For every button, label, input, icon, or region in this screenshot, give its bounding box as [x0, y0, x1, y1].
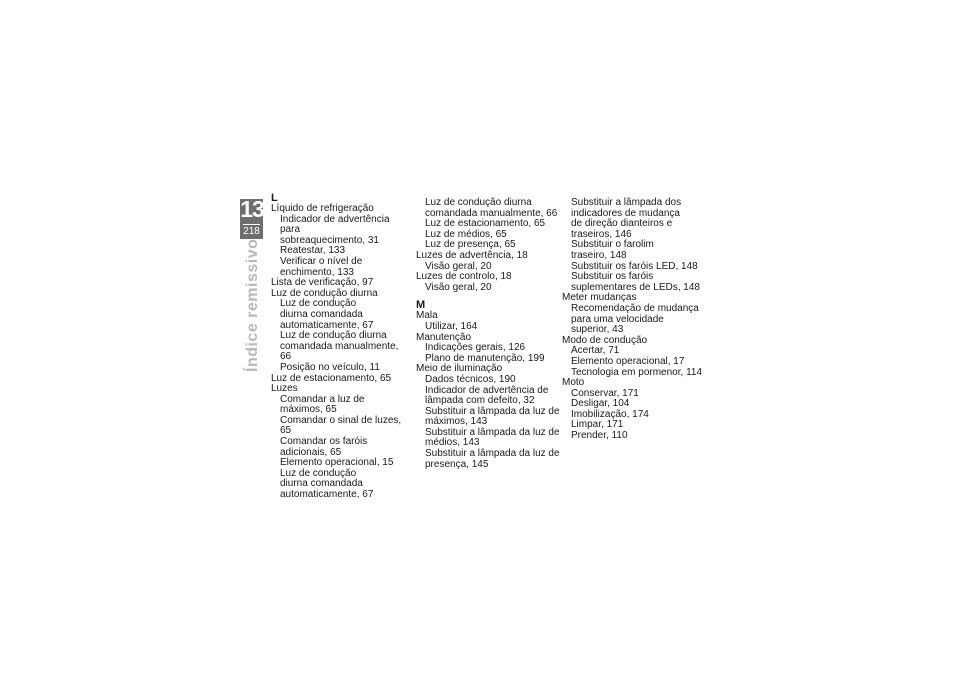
index-subentry: Dados técnicos, 190: [425, 373, 516, 385]
index-subentry: Comandar os faróis: [280, 436, 368, 448]
index-subentry: Substituir a lâmpada dos: [571, 197, 682, 208]
index-subentry: Imobilização, 174: [571, 408, 649, 420]
index-subentry: Substituir a lâmpada da luz de: [425, 405, 560, 417]
index-subentry: Substituir o farolim: [571, 239, 654, 251]
index-subentry: Acertar, 71: [571, 345, 620, 357]
index-subentry: diurna comandada: [280, 308, 363, 320]
index-subentry: comandada manualmente, 66: [425, 207, 558, 219]
index-subentry: Prender, 110: [571, 430, 628, 442]
index-subentry: enchimento, 133: [280, 266, 354, 278]
index-subentry: Substituir os faróis: [571, 271, 654, 283]
index-entry: Meter mudanças: [562, 292, 637, 304]
index-subentry: traseiros, 146: [571, 228, 632, 240]
index-subentry: Luz de condução diurna: [280, 330, 387, 342]
chapter-divider: [243, 224, 260, 225]
side-title-text: Índice remissivo: [244, 238, 261, 372]
index-subentry: Substituir os faróis LED, 148: [571, 260, 698, 272]
index-subentry: Elemento operacional, 15: [280, 457, 394, 469]
index-subentry: Limpar, 171: [571, 419, 624, 431]
page-number: 218: [243, 226, 260, 237]
index-subentry: superior, 43: [571, 324, 624, 336]
index-subentry: máximos, 143: [425, 416, 488, 428]
index-subentry: Indicador de advertência de: [425, 384, 549, 396]
index-entry: Manutenção: [416, 331, 472, 343]
index-subentry: Conservar, 171: [571, 387, 639, 399]
index-entry: Modo de condução: [562, 334, 648, 346]
index-column-1: [271, 191, 411, 501]
index-entry: Lista de verificação, 97: [271, 277, 374, 289]
index-subentry: Luz de presença, 65: [425, 239, 516, 251]
index-entry: Luzes de controlo, 18: [416, 271, 512, 283]
index-entry: Líquido de refrigeração: [271, 203, 374, 214]
index-subentry: Indicações gerais, 126: [425, 342, 526, 354]
index-entry: Luz de condução diurna: [271, 287, 378, 299]
index-subentry: Utilizar, 164: [425, 320, 478, 332]
index-subentry: automaticamente, 67: [280, 489, 374, 501]
index-subentry: Elemento operacional, 17: [571, 355, 685, 367]
index-subentry: Recomendação de mudança: [571, 302, 699, 314]
index-subentry: Visão geral, 20: [425, 260, 492, 272]
index-letter-heading: M: [416, 299, 426, 312]
index-subentry: para uma velocidade: [571, 313, 664, 325]
index-subentry: Comandar a luz de: [280, 393, 365, 405]
index-entry: Moto: [562, 377, 585, 389]
index-column-3: [562, 198, 702, 442]
index-subentry: Tecnologia em pormenor, 114: [571, 366, 703, 378]
index-subentry: lâmpada com defeito, 32: [425, 395, 535, 407]
index-subentry: presença, 145: [425, 458, 489, 470]
index-subentry: traseiro, 148: [571, 249, 627, 261]
index-subentry: Luz de condução: [280, 467, 357, 479]
index-entry: Luzes: [271, 383, 298, 395]
index-entry: Luzes de advertência, 18: [416, 249, 528, 261]
index-subentry: Substituir a lâmpada da luz de: [425, 448, 560, 460]
index-subentry: máximos, 65: [280, 404, 337, 416]
index-subentry: sobreaquecimento, 31: [280, 234, 379, 246]
index-subentry: Verificar o nível de: [280, 255, 363, 267]
index-subentry: Comandar o sinal de luzes, 65: [280, 414, 402, 437]
index-subentry: Luz de condução diurna: [425, 197, 532, 208]
index-subentry: Substituir a lâmpada da luz de: [425, 426, 560, 438]
index-subentry: indicadores de mudança: [571, 207, 680, 219]
index-subentry: Visão geral, 20: [425, 281, 492, 293]
index-subentry: Plano de manutenção, 199: [425, 352, 545, 364]
index-subentry: comandada manualmente, 66: [280, 340, 399, 363]
index-entry: Luz de estacionamento, 65: [271, 372, 392, 384]
index-subentry: Reatestar, 133: [280, 245, 346, 257]
index-entry: Meio de iluminação: [416, 363, 503, 375]
index-subentry: Luz de condução: [280, 298, 357, 310]
chapter-number: 13: [240, 196, 264, 222]
index-subentry: Indicador de advertência para: [280, 213, 390, 236]
index-subentry: Luz de estacionamento, 65: [425, 218, 546, 230]
index-entry: Mala: [416, 310, 438, 322]
index-subentry: diurna comandada: [280, 478, 363, 490]
index-subentry: adicionais, 65: [280, 446, 342, 458]
index-subentry: Desligar, 104: [571, 398, 630, 410]
index-subentry: médios, 143: [425, 437, 480, 449]
index-letter-heading: L: [271, 192, 278, 204]
index-subentry: de direção dianteiros e: [571, 218, 673, 230]
index-subentry: automaticamente, 67: [280, 319, 374, 331]
index-column-2: [416, 198, 561, 470]
index-subentry: Luz de médios, 65: [425, 228, 507, 240]
index-subentry: suplementares de LEDs, 148: [571, 281, 700, 293]
index-subentry: Posição no veículo, 11: [280, 361, 380, 373]
